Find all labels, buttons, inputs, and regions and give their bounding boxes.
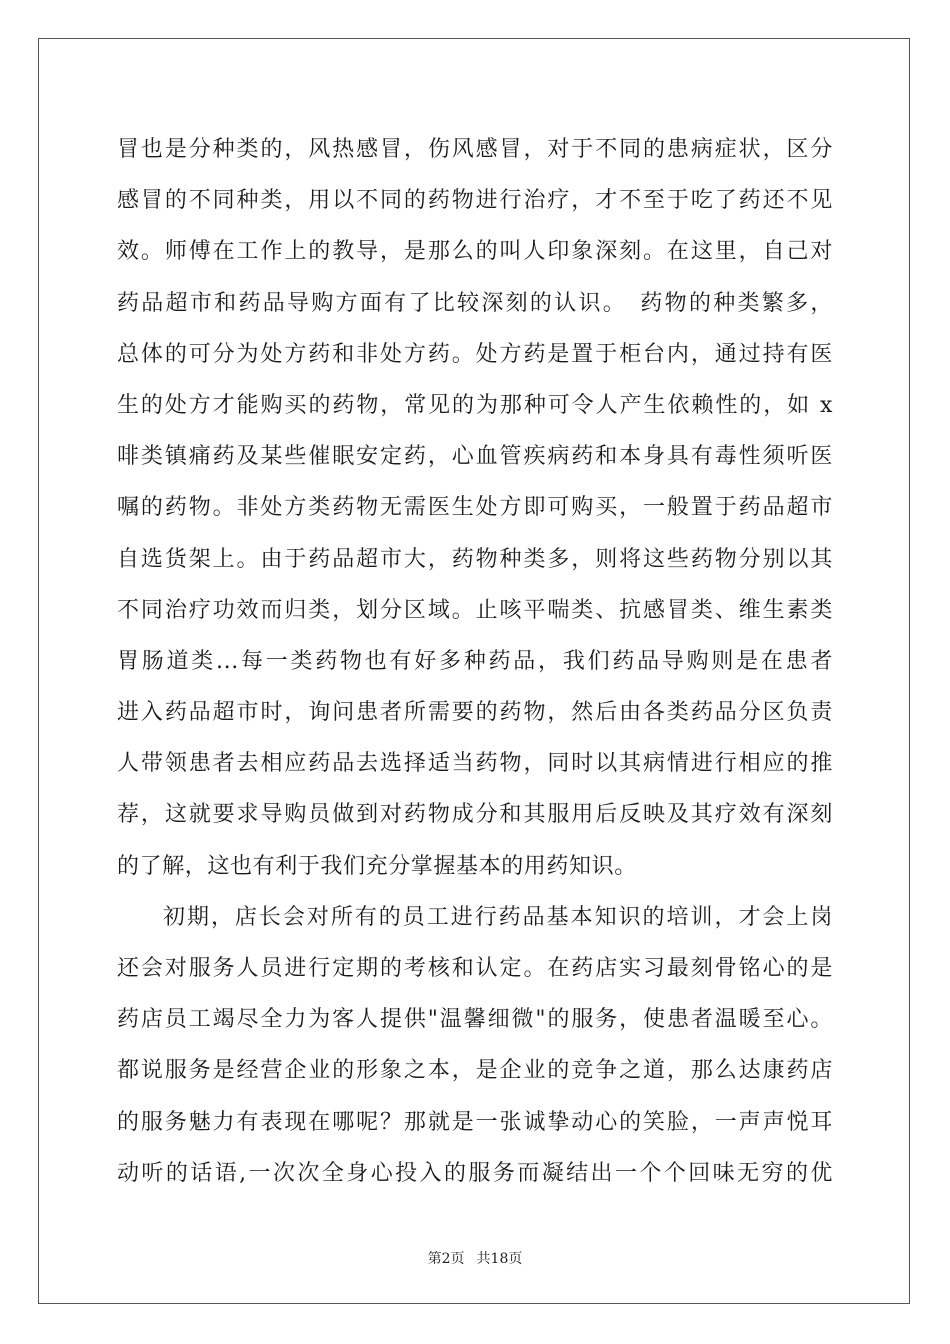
text-line: 人带领患者去相应药品去选择适当药物，同时以其病情进行相应的推 <box>117 751 833 777</box>
text-line: 药品超市和药品导购方面有了比较深刻的认识。 药物的种类繁多， <box>117 290 833 316</box>
text-line: 生的处方才能购买的药物，常见的为那种可令人产生依赖性的，如 x <box>117 392 833 418</box>
current-page-number: 第2页 <box>427 1251 465 1267</box>
text-line: 嘱的药物。非处方类药物无需医生处方即可购买，一般置于药品超市 <box>117 495 833 521</box>
text-line: 胃肠道类...每一类药物也有好多种药品，我们药品导购则是在患者 <box>117 648 833 674</box>
text-line: 进入药品超市时，询问患者所需要的药物，然后由各类药品分区负责 <box>117 700 833 726</box>
text-line: 啡类镇痛药及某些催眠安定药，心血管疾病药和本身具有毒性须听医 <box>117 444 833 470</box>
text-line: 还会对服务人员进行定期的考核和认定。在药店实习最刻骨铭心的是 <box>117 956 833 981</box>
text-line: 初期，店长会对所有的员工进行药品基本知识的培训，才会上岗 <box>163 904 833 930</box>
text-line: 自选货架上。由于药品超市大，药物种类多，则将这些药物分别以其 <box>117 546 833 572</box>
text-line: 不同治疗功效而归类，划分区域。止咳平喘类、抗感冒类、维生素类 <box>117 597 833 623</box>
text-line: 总体的可分为处方药和非处方药。处方药是置于柜台内，通过持有医 <box>117 341 833 367</box>
text-line: 的了解，这也有利于我们充分掌握基本的用药知识。 <box>117 853 637 879</box>
text-line: 动听的话语,一次次全身心投入的服务而凝结出一个个回味无穷的优 <box>117 1160 833 1186</box>
text-line: 都说服务是经营企业的形象之本，是企业的竞争之道，那么达康药店 <box>117 1058 833 1084</box>
text-line: 药店员工竭尽全力为客人提供"温馨细微"的服务，使患者温暖至心。 <box>117 1007 833 1033</box>
text-line: 的服务魅力有表现在哪呢？那就是一张诚挚动心的笑脸，一声声悦耳 <box>117 1109 833 1135</box>
document-body <box>117 124 833 1199</box>
text-line: 效。师傅在工作上的教导，是那么的叫人印象深刻。在这里，自己对 <box>117 239 833 265</box>
text-line: 荐，这就要求导购员做到对药物成分和其服用后反映及其疗效有深刻 <box>117 802 833 828</box>
page-footer <box>0 1248 950 1268</box>
total-page-count: 共18页 <box>476 1251 523 1267</box>
text-line: 冒也是分种类的，风热感冒，伤风感冒，对于不同的患病症状，区分 <box>117 137 833 162</box>
text-line: 感冒的不同种类，用以不同的药物进行治疗，才不至于吃了药还不见 <box>117 188 833 214</box>
